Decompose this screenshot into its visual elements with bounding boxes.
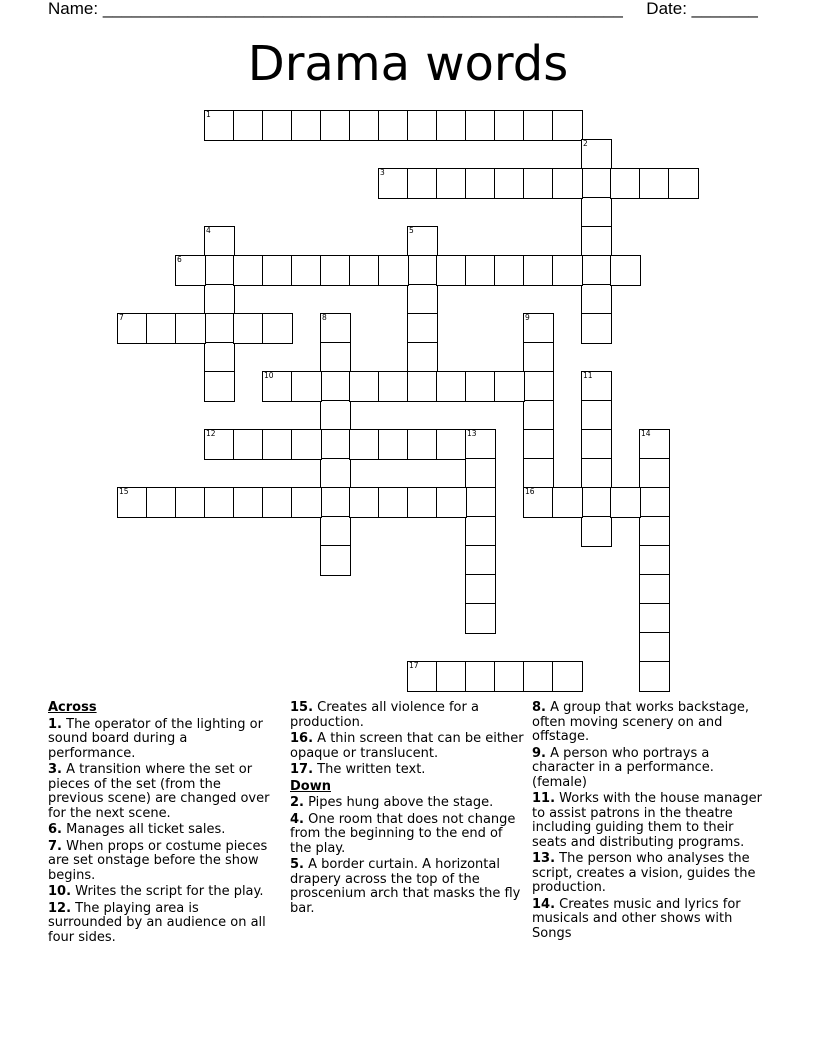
clue-number: 4: [206, 226, 211, 235]
grid-cell[interactable]: [407, 313, 438, 344]
clues-column-1: [48, 701, 274, 947]
grid-cell[interactable]: [523, 458, 554, 489]
grid-cell[interactable]: [407, 342, 438, 373]
grid-cell[interactable]: [668, 168, 699, 199]
grid-cell[interactable]: [552, 168, 583, 199]
grid-cell[interactable]: [436, 487, 467, 518]
grid-cell[interactable]: [465, 516, 496, 547]
grid-cell[interactable]: [378, 429, 409, 460]
grid-cell[interactable]: [204, 429, 235, 460]
clue-number: 15: [119, 487, 129, 496]
grid-cell[interactable]: [262, 429, 293, 460]
grid-cell[interactable]: [465, 661, 496, 692]
grid-cell[interactable]: [407, 371, 438, 402]
clue-number: 5: [409, 226, 414, 235]
grid-cell[interactable]: [204, 284, 235, 315]
grid-cell[interactable]: [175, 487, 206, 518]
grid-cell[interactable]: [146, 313, 177, 344]
clue-down-9: 9. A person who portrays a character in a performance. (female): [532, 745, 714, 790]
grid-cell[interactable]: [581, 371, 612, 402]
grid-cell[interactable]: [610, 255, 641, 286]
grid-cell[interactable]: [465, 545, 496, 576]
grid-cell[interactable]: [407, 487, 438, 518]
grid-cell[interactable]: [523, 255, 554, 286]
clue-down-4: 4. One room that does not change from the beginning to the end of the play.: [290, 811, 516, 856]
clue-across-15: 15. Creates all violence for a production.: [290, 700, 479, 730]
grid-cell[interactable]: [581, 168, 612, 199]
clue-down-11: 11. Works with the house manager to assist patrons in the theatre including guiding them to their seats and distributing programs.: [532, 791, 762, 850]
grid-cell[interactable]: [523, 429, 554, 460]
clue-number: 9: [525, 313, 530, 322]
clue-number: 14: [641, 429, 651, 438]
grid-cell[interactable]: [378, 371, 409, 402]
grid-cell[interactable]: [465, 574, 496, 605]
page-title: Drama words: [247, 36, 569, 92]
date-field[interactable]: _______: [691, 0, 758, 18]
grid-cell[interactable]: [523, 110, 554, 141]
grid-cell[interactable]: [552, 255, 583, 286]
clue-across-7: 7. When props or costume pieces are set onstage before the show begins.: [48, 838, 268, 883]
grid-cell[interactable]: [320, 255, 351, 286]
grid-cell[interactable]: [436, 371, 467, 402]
grid-cell[interactable]: [465, 487, 496, 518]
clue-across-1: 1. The operator of the lighting or sound board during a performance.: [48, 716, 263, 761]
grid-cell[interactable]: [291, 110, 322, 141]
grid-cell[interactable]: [639, 516, 670, 547]
grid-cell[interactable]: [436, 168, 467, 199]
grid-cell[interactable]: [262, 487, 293, 518]
clue-across-6: 6. Manages all ticket sales.: [48, 822, 226, 837]
grid-cell[interactable]: [349, 371, 380, 402]
grid-cell[interactable]: [407, 429, 438, 460]
grid-cell[interactable]: [494, 371, 525, 402]
name-label: Name:: [48, 0, 99, 18]
grid-cell[interactable]: [175, 313, 206, 344]
grid-cell[interactable]: [291, 429, 322, 460]
grid-cell[interactable]: [262, 110, 293, 141]
grid-cell[interactable]: [581, 139, 612, 170]
grid-cell[interactable]: [204, 255, 235, 286]
grid-cell[interactable]: [494, 661, 525, 692]
grid-cell[interactable]: [320, 371, 351, 402]
grid-cell[interactable]: [639, 574, 670, 605]
grid-cell[interactable]: [639, 661, 670, 692]
grid-cell[interactable]: [204, 371, 235, 402]
down-heading: Down: [290, 778, 331, 794]
clue-across-17: 17. The written text.: [290, 762, 426, 777]
grid-cell[interactable]: [204, 313, 235, 344]
grid-cell[interactable]: [523, 168, 554, 199]
grid-cell[interactable]: [320, 429, 351, 460]
grid-cell[interactable]: [320, 313, 351, 344]
grid-cell[interactable]: [639, 458, 670, 489]
clue-number: 7: [119, 313, 124, 322]
grid-cell[interactable]: [233, 313, 264, 344]
clue-number: 10: [264, 371, 274, 380]
grid-cell[interactable]: [407, 255, 438, 286]
grid-cell[interactable]: [262, 371, 293, 402]
grid-cell[interactable]: [233, 487, 264, 518]
grid-cell[interactable]: [523, 313, 554, 344]
grid-cell[interactable]: [320, 110, 351, 141]
grid-cell[interactable]: [465, 603, 496, 634]
grid-cell[interactable]: [320, 400, 351, 431]
grid-cell[interactable]: [436, 429, 467, 460]
grid-cell[interactable]: [204, 226, 235, 257]
grid-cell[interactable]: [552, 110, 583, 141]
grid-cell[interactable]: [378, 110, 409, 141]
grid-cell[interactable]: [204, 110, 235, 141]
grid-cell[interactable]: [320, 545, 351, 576]
grid-cell[interactable]: [233, 110, 264, 141]
grid-cell[interactable]: [581, 197, 612, 228]
grid-cell[interactable]: [378, 487, 409, 518]
grid-cell[interactable]: [349, 255, 380, 286]
grid-cell[interactable]: [465, 458, 496, 489]
grid-cell[interactable]: [175, 255, 206, 286]
grid-cell[interactable]: [465, 168, 496, 199]
grid-cell[interactable]: [639, 429, 670, 460]
clue-across-12: 12. The playing area is surrounded by an audience on all four sides.: [48, 900, 266, 945]
grid-cell[interactable]: [436, 255, 467, 286]
clue-number: 12: [206, 429, 216, 438]
grid-cell[interactable]: [494, 110, 525, 141]
grid-cell[interactable]: [639, 603, 670, 634]
clue-number: 16: [525, 487, 535, 496]
grid-cell[interactable]: [262, 255, 293, 286]
grid-cell[interactable]: [320, 342, 351, 373]
grid-cell[interactable]: [465, 255, 496, 286]
grid-cell[interactable]: [639, 632, 670, 663]
grid-cell[interactable]: [291, 371, 322, 402]
clue-across-16: 16. A thin screen that can be either opaque or translucent.: [290, 731, 524, 761]
clue-number: 1: [206, 110, 211, 119]
grid-cell[interactable]: [523, 400, 554, 431]
grid-cell[interactable]: [349, 487, 380, 518]
clue-number: 8: [322, 313, 327, 322]
clue-number: 17: [409, 661, 419, 670]
grid-cell[interactable]: [349, 429, 380, 460]
grid-cell[interactable]: [494, 168, 525, 199]
grid-cell[interactable]: [262, 313, 293, 344]
grid-cell[interactable]: [610, 168, 641, 199]
across-heading: Across: [48, 700, 97, 715]
date-label: Date:: [646, 0, 687, 18]
grid-cell[interactable]: [320, 458, 351, 489]
grid-cell[interactable]: [407, 284, 438, 315]
grid-cell[interactable]: [581, 255, 612, 286]
grid-cell[interactable]: [581, 458, 612, 489]
name-field[interactable]: _______________________________________________________: [102, 0, 623, 18]
clue-number: 13: [467, 429, 477, 438]
grid-cell[interactable]: [407, 661, 438, 692]
grid-cell[interactable]: [581, 284, 612, 315]
grid-cell[interactable]: [639, 168, 670, 199]
clues-column-2: [290, 701, 524, 918]
grid-cell[interactable]: [523, 487, 554, 518]
grid-cell[interactable]: [465, 429, 496, 460]
grid-cell[interactable]: [233, 429, 264, 460]
grid-cell[interactable]: [552, 661, 583, 692]
grid-cell[interactable]: [523, 342, 554, 373]
grid-cell[interactable]: [581, 429, 612, 460]
clue-down-13: 13. The person who analyses the script, creates a vision, guides the production.: [532, 851, 756, 895]
grid-cell[interactable]: [349, 110, 380, 141]
grid-cell[interactable]: [117, 313, 148, 344]
clue-number: 11: [583, 371, 593, 380]
grid-cell[interactable]: [494, 255, 525, 286]
grid-cell[interactable]: [639, 487, 670, 518]
grid-cell[interactable]: [581, 516, 612, 547]
grid-cell[interactable]: [204, 342, 235, 373]
grid-cell[interactable]: [465, 371, 496, 402]
grid-cell[interactable]: [465, 110, 496, 141]
clue-number: 6: [177, 255, 182, 264]
grid-cell[interactable]: [117, 487, 148, 518]
grid-cell[interactable]: [581, 313, 612, 344]
clue-down-14: 14. Creates music and lyrics for musicals and other shows with Songs: [532, 896, 741, 941]
grid-cell[interactable]: [407, 110, 438, 141]
clue-down-5: 5. A border curtain. A horizontal drapery across the top of the proscenium arch that masks the fly bar.: [290, 857, 521, 916]
grid-cell[interactable]: [378, 168, 409, 199]
clue-number: 2: [583, 139, 588, 148]
grid-cell[interactable]: [436, 110, 467, 141]
grid-cell[interactable]: [291, 255, 322, 286]
clue-down-2: 2. Pipes hung above the stage.: [290, 795, 494, 810]
grid-cell[interactable]: [291, 487, 322, 518]
grid-cell[interactable]: [552, 487, 583, 518]
grid-cell[interactable]: [581, 400, 612, 431]
grid-cell[interactable]: [233, 255, 264, 286]
grid-cell[interactable]: [523, 371, 554, 402]
clue-across-3: 3. A transition where the set or pieces of the set (from the previous scene) are changed over for the next scene.: [48, 762, 270, 821]
grid-cell[interactable]: [436, 661, 467, 692]
grid-cell[interactable]: [320, 516, 351, 547]
clue-across-10: 10. Writes the script for the play.: [48, 884, 264, 899]
grid-cell[interactable]: [639, 545, 670, 576]
grid-cell[interactable]: [407, 226, 438, 257]
grid-cell[interactable]: [523, 661, 554, 692]
grid-cell[interactable]: [610, 487, 641, 518]
grid-cell[interactable]: [581, 487, 612, 518]
grid-cell[interactable]: [146, 487, 177, 518]
clues-column-3: [532, 701, 768, 943]
grid-cell[interactable]: [407, 168, 438, 199]
clue-down-8: 8. A group that works backstage, often moving scenery on and offstage.: [532, 700, 750, 744]
grid-cell[interactable]: [378, 255, 409, 286]
grid-cell[interactable]: [320, 487, 351, 518]
clue-number: 3: [380, 168, 385, 177]
grid-cell[interactable]: [581, 226, 612, 257]
grid-cell[interactable]: [204, 487, 235, 518]
